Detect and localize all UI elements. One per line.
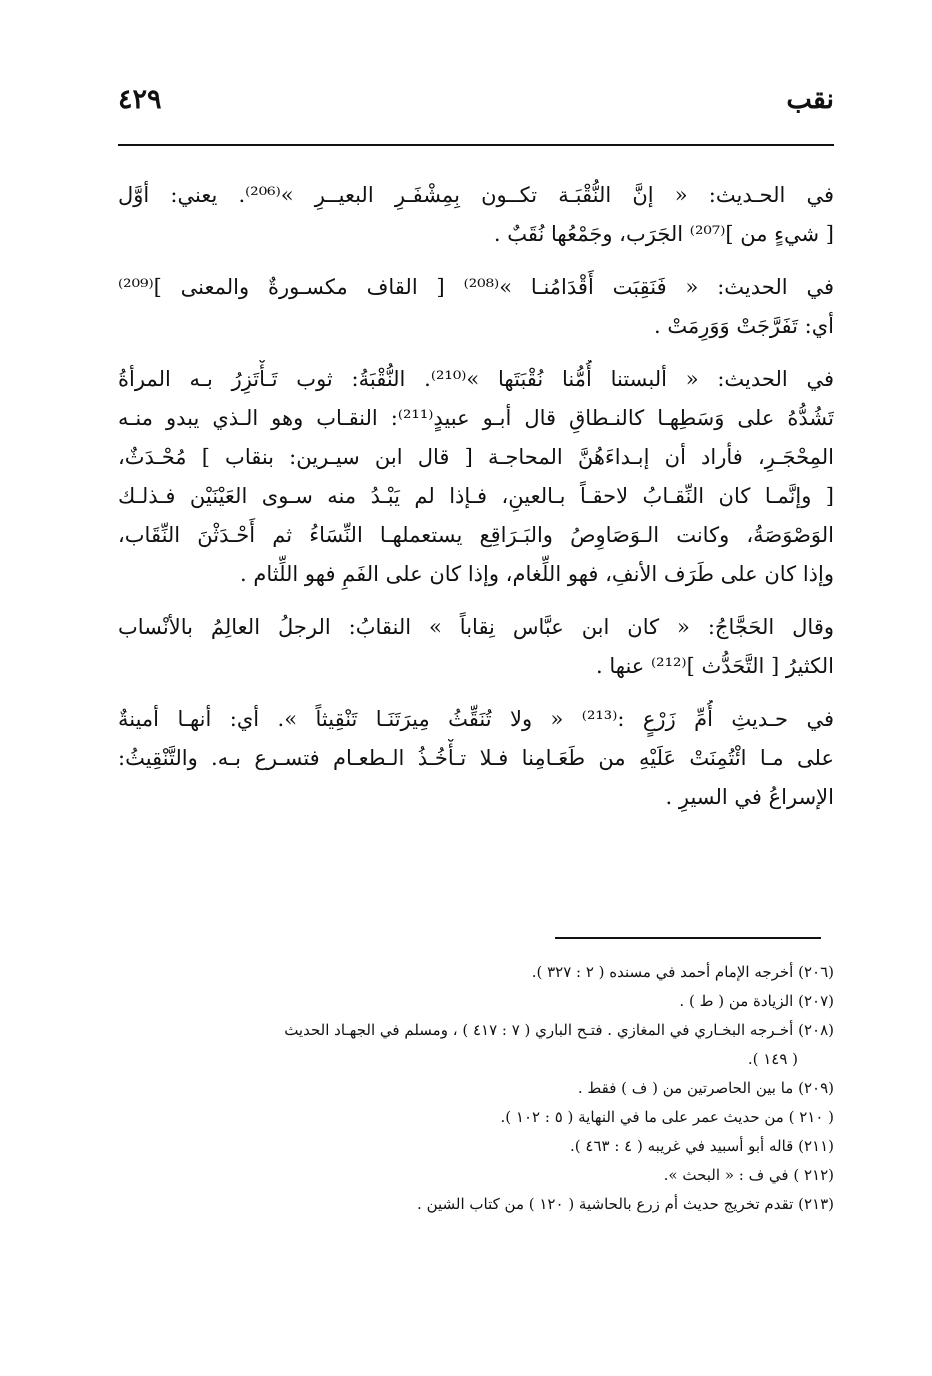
text-line: [ شيءٍ من ]⁽²⁰⁷⁾ الجَرَب، وجَمْعُها نُقَبٌ . (493, 222, 834, 246)
footnote-207: (٢٠٧) الزيادة من ( ط ) . (679, 992, 834, 1010)
text-line: في الحـديث: « إنَّ النُّقْبَـة تكــون بِمِشْفَـرِ البعيــرِ »⁽²⁰⁶⁾. يعني: أوَّل (118, 183, 834, 207)
footnotes (118, 958, 834, 1219)
text-line: في الحديث: « ألبستنا أُمُّنا نُقْبَتَها »⁽²¹⁰⁾. النُّقْبَةُ: ثوب تَـأْتَزِرُ بـه المرأةُ (118, 367, 834, 391)
text-line: في الحديث: « فَنَقِبَت أَقْدَامُنـا »⁽²⁰⁸⁾ [ القاف مكسـورةٌ والمعنى ]⁽²⁰⁹⁾ (118, 275, 834, 299)
text-line: الإسراعُ في السيرِ . (665, 785, 834, 809)
text-line: وإذا كان على طَرَف الأنفِ، فهو اللِّغام، وإذا كان على الفَمِ فهو اللِّثام . (239, 562, 834, 586)
footnote-206: (٢٠٦) أخرجه الإمام أحمد في مسنده ( ٢ : ٣٢٧ ). (531, 963, 834, 981)
paragraph-niqab (118, 360, 834, 594)
paragraph-umm-zar (118, 700, 834, 817)
running-head (118, 84, 834, 130)
footnote-211: (٢١١) قاله أبو أسبيد في غريبه ( ٤ : ٤٦٣ ). (570, 1137, 834, 1155)
footnote-210: ( ٢١٠ ) من حديث عمر على ما في النهاية ( ٥ : ١٠٢ ). (500, 1108, 834, 1126)
text-line: الكثيرُ [ التَّحَدُّث ]⁽²¹²⁾ عنها . (596, 654, 834, 678)
header-rule (118, 144, 834, 146)
footnote-208: (٢٠٨) أخـرجه البخـاري في المغازي . فتـح الباري ( ٧ : ٤١٧ ) ، ومسلم في الجهـاد الحديث (284, 1021, 834, 1039)
text-line: وقال الحَجَّاجُ: « كان ابن عبَّاس نِقاباً » النقابُ: الرجلُ العالِمُ بالأنْساب (118, 615, 834, 639)
paragraph-naqibat-aqdamuna (118, 268, 834, 346)
footnote-213: (٢١٣) تقدم تخريج حديث أم زرع بالحاشية ( ١٢٠ ) من كتاب الشين . (417, 1195, 834, 1213)
footnote-212: (٢١٢ ) في ف : « البحث ». (663, 1166, 834, 1184)
page-number: ٤٢٩ (118, 84, 162, 115)
footnote-209: (٢٠٩) ما بين الحاصرتين من ( ف ) فقط . (577, 1079, 834, 1097)
paragraph-naqba-camel (118, 176, 834, 254)
text-line: على مـا ائْتُمِنَتْ عَلَيْهِ من طَعَـامِنا فـلا تـأْخُـذُ الـطعـام فتسـرع بـه. والتَّنْقِيثُ: (118, 746, 834, 770)
main-text (118, 176, 834, 831)
text-line: الوَصْوَصَةُ، وكانت الـوَصَاوِصُ والبَـرَاقِع يستعملهـا النِّسَاءُ ثم أَحْـدَثْنَ النِّقَاب، (118, 523, 834, 547)
text-line: [ وإنَّمـا كان النِّقـابُ لاحقـاً بـالعينِ، فـإذا لم يَبْـدُ منه سـوى العَيْنَيْن فـذلـك (118, 484, 834, 508)
footnote-208-continuation: ( ١٤٩ ). (747, 1050, 798, 1068)
footnote-separator (555, 937, 821, 939)
text-line: المِحْجَـرِ، فأراد أن إبـداءَهُنَّ المحاجـة [ قال ابن سيـرين: بنقاب ] مُحْـدَثٌ، (118, 445, 834, 469)
head-word: نقب (786, 84, 834, 115)
paragraph-hajjaj (118, 608, 834, 686)
text-line: في حـديثِ أُمِّ زَرْعٍ :⁽²¹³⁾ « ولا تُنَقِّثُ مِيرَتَنَـا تَنْقِيثاً ». أي: أنهـا أمينةٌ (118, 707, 834, 731)
text-line: أي: تَفَرَّجَتْ وَوَرِمَتْ . (654, 314, 834, 338)
text-line: تَشُدُّهُ على وَسَطِهـا كالنـطاقِ قال أبـو عبيدٍ⁽²¹¹⁾: النقـاب وهو الـذي يبدو منـه (118, 406, 834, 430)
